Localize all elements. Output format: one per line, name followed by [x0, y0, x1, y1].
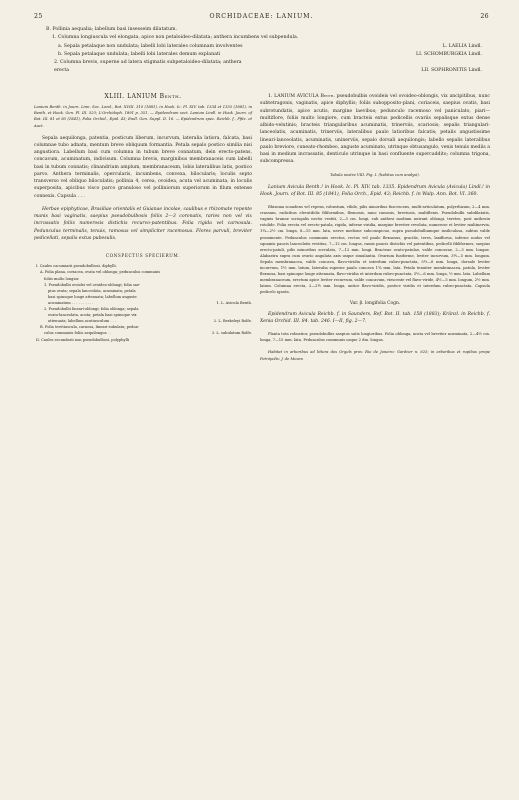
left-column — [34, 93, 252, 343]
key-line: 1. Columna longiuscula vel elongata, apice non petaloideo-dilatata; anthera incumbens vel subpendula. — [52, 35, 299, 41]
key-line: 2. Columna brevis, superne ad latera stigmatis subpetaloideo-dilatata; anthera — [54, 60, 242, 66]
conspectus-line: foliis multo longior. — [44, 276, 80, 281]
conspectus-line: culus communis foliis aequilongus . . 3. L. subulatum Rolfe. — [44, 331, 252, 336]
variety-references: Epidendrum Avicula Reichb. f. in Saunders, Ref. Bot. II. tab. 158 (1883); Kränzl. in Reichb. f. Xenia Orchid. III. 84. tab. 246. I—II, fig. 2—7. — [260, 311, 490, 324]
conspectus-line: A. Folia plana, coriacea, ovata vel oblonga; pedunculus communis — [40, 270, 161, 275]
key-genus-schomburgkia: LI. SCHOMBURGKIA Lindl. — [416, 51, 482, 57]
running-header — [34, 13, 489, 23]
conspectus-line: 2. Pseudobulbi lineari-oblongi; folia oblonga; sepala — [44, 307, 139, 312]
genus-synonymy: Lanium Benth. in Journ. Linn. Soc. Lond., Bot. XVIII. 310 (1881), in Hook. Ic. Pl. XIV. tab. 1334 et 1335 (1881), in Benth. et Hook. Gen. Pl. III. 523; L'Orchidoph. 1891 p. 351. — Epidendrum sect. Lanium Lindl. in Hook. Journ. of Bot. III. 81 et 85 (1841), Folia Orchid., Epid. 43; Endl. Gen. Suppl. II. 16. — Epidendrum spec. Reichb. f., Pfitz. et Auct. — [34, 105, 252, 128]
plate-reference: Tabula nostra VIII. Fig. I. (habitus cum analysi). — [330, 172, 420, 177]
genus-key — [42, 26, 482, 76]
conspectus-title: CONSPECTUS SPECIERUM. — [105, 253, 181, 259]
conspectus — [34, 263, 252, 342]
key-genus-laelia: L. LAELIA Lindl. — [442, 43, 482, 49]
key-genus-sophronitis: LII. SOPHRONITIS Lindl. — [421, 68, 482, 74]
species-entry — [260, 93, 490, 166]
conspectus-line: attenuata; labellum acutiusculum . . . 2. L. Berkeleyi Rolfe. — [48, 319, 252, 324]
key-line: a. Sepala petalaque non undulata; labelli lobi laterales columnam involventes L. LAELIA Lindl. — [42, 43, 482, 51]
species-references: Lanium Avicula Benth.! in Hook. Ic. Pl. XIV. tab. 1335. Epidendrum Avicula (Avicula) Lindl.! in Hook. Journ. of Bot. III. 85 (1841), Folia Orch., Epid. 43; Reichb. f. in Walp. Ann. Bot. VI. 360. — [260, 184, 490, 197]
page-number-left: 25 — [34, 13, 43, 20]
variety-description: Planta tota robustior, pseudobulbis saepius satis longioribus. Folia oblonga, acuta vel breviter acuminata, 2—4½ cm. longa, 7—15 mm. lata. Pedunculus communis usque 2 dm. longus. — [260, 332, 490, 343]
key-line: erecta LII. SOPHRONITIS Lindl. — [42, 67, 482, 75]
conspectus-line: ovato-lanceolata, acuta; petala basi spinoque vix — [48, 313, 137, 318]
conspectus-line: B. Folia teretiuscula, carnosa, lineari-subulata; pedun- — [40, 325, 140, 330]
genus-habit: Herbae epiphyticae, Brasiliae orientalis et Guianae incolae, caulibus e rhizomate repente manis basi vaginatis, saepius pseudobulbosis foliis 2—3 coronatis, raries non vel vix incrassatis foliis numerosis distichis recurvo-patentibus. Folia rigida vel carnosula. Pedunculus terminalis, tenuis, ramosus vel simpliciter racemosus. Flores parvuli, breviter pedicellati, sepalis extus pubesulis. — [34, 206, 252, 241]
species-heading: 1. LANIUM AVICULA Benth. — [268, 94, 335, 99]
conspectus-line: 1. Pseudobulbi ovoidei vel ovoideo-oblongi; folia sae- — [44, 282, 141, 287]
habitat: Habitat in arboribus ad littora dos Orgels prov. Rio de Janeiro: Gardner n. 625; in arboribus et rupibus prope Petrópolis: J. de Moura — [260, 350, 490, 361]
conspectus-line: acuminatum . . . . . . . . . . 1. L. Avicula Benth. — [48, 300, 252, 305]
genus-heading: XLIII. LANIUM Benth. — [104, 93, 182, 100]
conspectus-line: pius ovata; sepala lanceolata, acuminata; petala — [48, 288, 136, 293]
genus-description: Sepala aequilonga, patentia, posticum liberum, incurvum, lateralia latiora, falcata, basi columnae tubo adnata, mentum breve obliquum formantia. Petala sepalo postico similia nisi angustiora. Labellum basi cum columna in tubum breve connatum, dein erecto-patens, concavum, acuminatum, indivisum. Columna brevis, marginibus membranaceis cum labelli basi in tubum connatis; clinandrium amplum, membranaceum, lobis lateralibus latis, postico parvo. Anthera terminalis, opercularis, incumbens, convexa, bilocularis; loculis septo transverso vel obliquo biloculatis; pollinia 4, cerea, ovoidea, acuta vel acuminata, in loculis superposita, apicibus visco parco granuloso vel polliniorum superiorum in filum extense connexis. Capsula . . . — [34, 135, 252, 199]
key-line: B. Pollinia aequalia; labellum basi insesseim dilatatum. — [46, 27, 177, 32]
species-long-description: Rhizoma scandens vel repens, robustum, vilide, pilis minoribus fuscescens, multi-articulatum, polyrrhizum, 2—4 mm. crassum, radicibus elevatifolis filiformibus, flexuosis, nunc ramosis, breviusis, multiflexis. Pseudobulbi subdilatatis, vaginis brunne scriogalis nectis vestiti, 2—3 cm. longi, sub anthesi modium nutrant oblongi, teretes, post anthesin rotolide. Folia erecta vel erecto-patula, rigida, inferne viridia, margine breviter revoluta, numerose et leviter multinervia, 1¼—2½ cm. longa, 8—15 mm. lata, nerve medione subconspicuo, supra pseudobulbumque insiliculosa, subtus valde prominente. Pedunculus communis erectus, rectus vel paulo flexuosus, gracilis, teres, laxiflorus, inferne nodos vel squamis paucis lanceolatis vestitus, 7—12 cm. longus, ramis paucis distichis vel patentibus, pedicelli fibliformes, saepius erecto-patuli, pilis minoribus scrrulato, 7—12 mm. longi. Bracteae ovato-patulae, valde concavae, 2—3 mm. longae. Alabastra supra cum ovario angulata axis usque simulantia. Ovarium fusiforme, leviter incurvum, 3½—5 mm. longum. Sepala membranacea, valde concava, flavo-viridia et interdum rubro-punctata, 5½—6 mm. longa, dorsale leviter incurvum, 1½ mm. latum, lateralia superne paulo concava 1¾ mm. lata. Petala tenuiter membranacea, patula, leviter flexuosa, basi spinoque longe attenuata, flavo-viridia et interdum rubro-punctata, 5½—6 mm. longa, ½ mm. lata. Labellum membranaceum, erectum apice leviter recurvum, valde concavum, viescente vel flavo-viride, 4½—5 mm. longum, 2½ mm. latum. Columna erecta, 2—2½ mm. longa, antice flavo-viridis, postice viridis et interdum rubro-punctata. Capsula pedicelo ignota. — [260, 205, 490, 295]
page-number-right: 26 — [480, 13, 489, 20]
species-description: pseudobulbis ovoideis vel ovoideo-oblongis, vix ancipitibus, nunc subtetragonis, vaginatis, apice diphyllis; foliis subopposito-plani, coriaceis, saepius ovatis, basi subrotundatis, apice acutis, margine laevibus; pedunculo racemoso vel paniculato, piari—multiflore, foliis multo longiore, cum bracteis extus pedicellis ovariis sepalisque extus dense albido-velutinis; bracteis triangularibus acuminatis, trinerviis, scariosis; sepalis triangulari-lanceolatis, acuminatis, trinerviis, lateralibus paulo latioribus falcatis; petalis angustissime lineari-lanceolatis, acuminatis, uninerviis, sepalo dorsali aequilongis; labello sepalis lateralibus paulo breviore, cuneato-rhombeo, anguste acuminato, utrinque obtusangulo, venis tenuis mediis a basi in medium incrassatis, denticulo utrinque in basi confluente supercaddito; columna trigona, subcompressa. — [260, 94, 490, 165]
conspectus-line: I. Caules cacumiarii pseudobulbosi, diphylli. — [36, 264, 117, 269]
running-title: ORCHIDACEAE: LANIUM. — [209, 13, 314, 20]
variety-heading: Var. β. longifolia Cogn. — [349, 300, 401, 306]
right-column — [260, 93, 490, 362]
key-line: b. Sepala petalaque undulata; labelli lobi laterales demum explanati LI. SCHOMBURGKIA Lindl. — [42, 51, 482, 59]
conspectus-line: II. Caules secundarii non pseudobulbosi, polyphylli — [36, 337, 130, 342]
conspectus-line: basi spinoque longe attenuata; labellum angustе — [48, 294, 137, 299]
